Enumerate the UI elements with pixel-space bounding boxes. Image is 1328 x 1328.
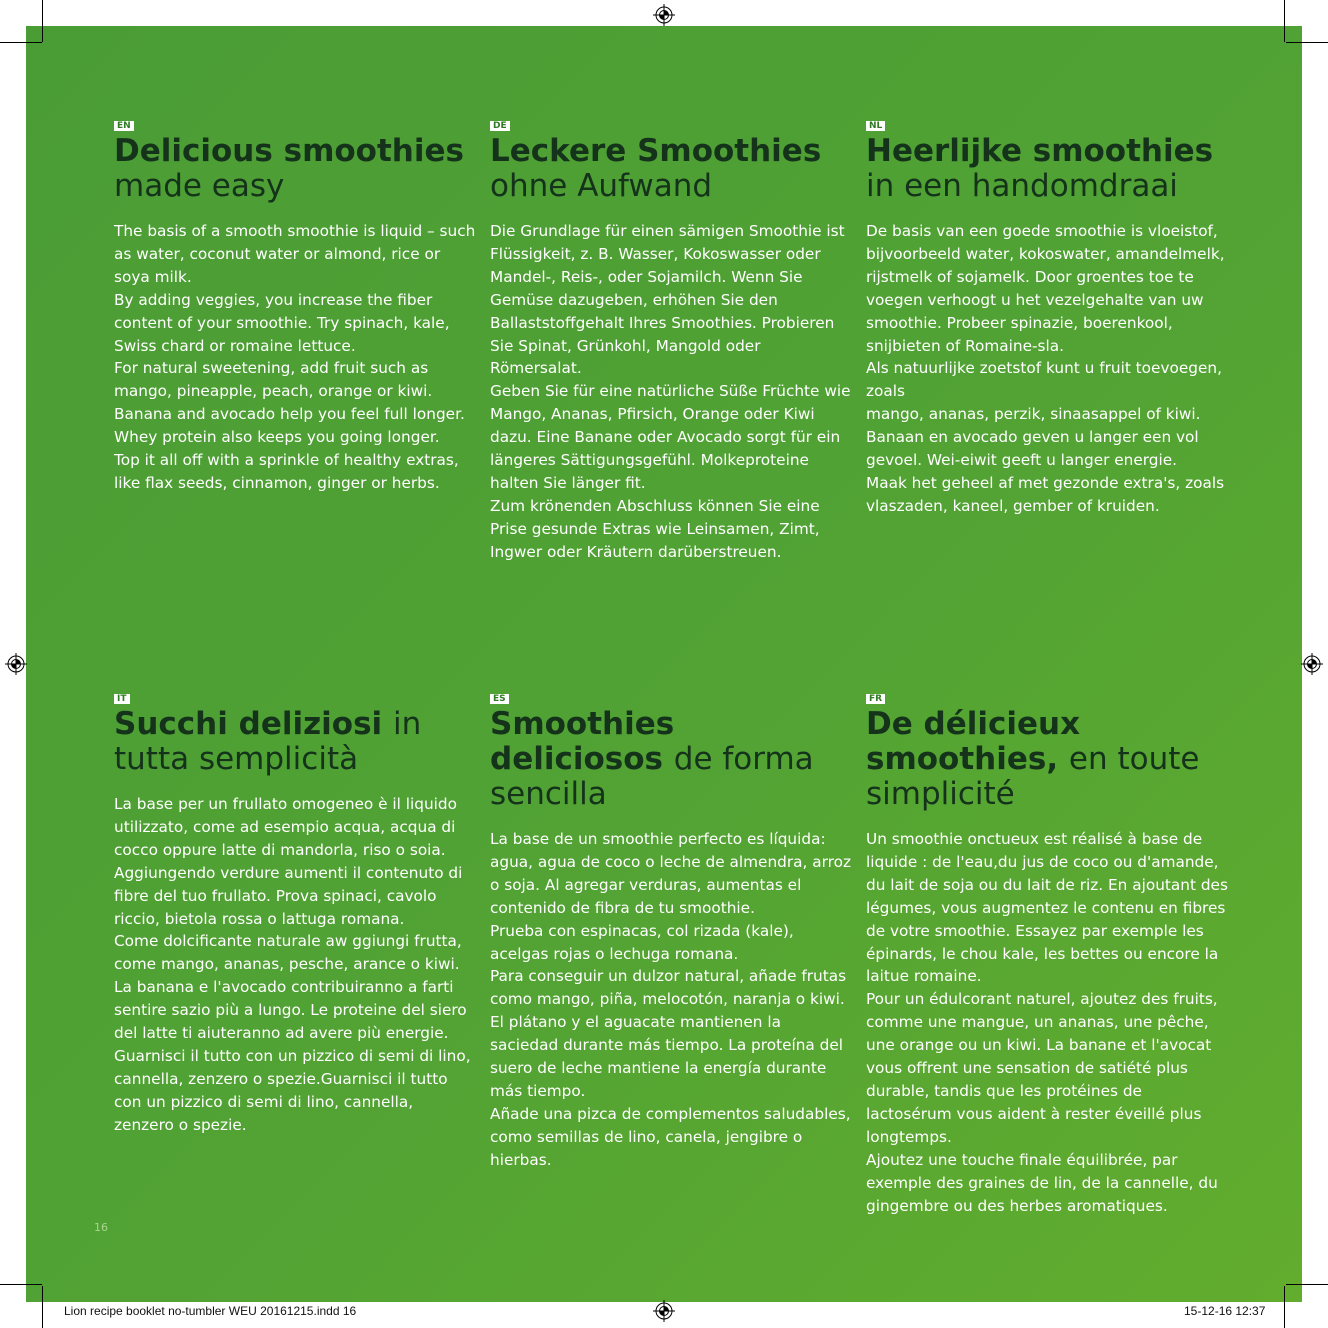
paragraph: Prueba con espinacas, col rizada (kale), acelgas rojas o lechuga romana. [490,921,794,963]
section-nl-title-bold: Heerlijke smoothies [866,133,1214,169]
language-badge-it: IT [114,694,130,704]
language-badge-de: DE [490,121,510,131]
section-en-title [114,134,476,204]
paragraph: La base de un smoothie perfecto es líquida: agua, agua de coco o leche de almendra, arroz o soja. Al agregar verduras, aumentas el contenido de fibra de tu smoothie. [490,830,851,917]
language-badge-en: EN [114,121,134,131]
paragraph: Para conseguir un dulzor natural, añade frutas como mango, piña, melocotón, naranja o kiwi. El plátano y el aguacate mantienen la saciedad durante más tiempo. La proteína del suero de leche mantiene la energía durante más tiempo. [490,967,847,1100]
section-nl-title [866,134,1228,204]
registration-mark-icon [653,1300,675,1322]
paragraph: De basis van een goede smoothie is vloeistof, bijvoorbeeld water, kokoswater, amandelmelk, rijstmelk of sojamelk. Door groentes toe te voegen verhoogt u het vezelgehalte van uw smoothie. Probeer spinazie, boerenkool, snijbieten of Romaine-sla. [866,222,1225,355]
crop-mark [0,1284,42,1285]
crop-mark [42,1286,43,1328]
section-de-title-light: ohne Aufwand [490,168,713,204]
paragraph: Geben Sie für eine natürliche Süße Früchte wie Mango, Ananas, Pfirsich, Orange oder Kiwi dazu. Eine Banane oder Avocado sorgt für ein längeres Sättigungsgefühl. Molkeproteine halten Sie länger fit. [490,382,851,492]
section-de [490,113,852,564]
paragraph: Top it all off with a sprinkle of healthy extras, like flax seeds, cinnamon, ginger or herbs. [114,451,459,492]
paragraph: La base per un frullato omogeneo è il liquido utilizzato, come ad esempio acqua, acqua di cocco oppure latte di mandorla, riso o soia. Aggiungendo verdure aumenti il contenuto di fibre del tuo frullato. Prova spinaci, cavolo riccio, bietola rossa o lattuga romana. [114,795,463,928]
crop-mark [0,42,42,43]
paragraph: Come dolcificante naturale aw ggiungi frutta, come mango, ananas, pesche, arance o kiwi. La banana e l'avocado contribuiranno a farti sentire sazio più a lungo. Le proteine del siero del latte ti aiuteranno ad avere più energie. Guarnisci il tutto con un pizzico di semi di lino, cannella, zenzero o spezie.Guarnisci il tutto con un pizzico di semi di lino, cannella, zenzero o spezie. [114,932,471,1134]
green-page [26,26,1302,1302]
section-it [114,686,476,1137]
section-en-title-light: made easy [114,168,285,204]
section-fr-title-light: en toute simplicité [866,741,1200,812]
page-number: 16 [94,1221,108,1234]
section-it-title-light: in tutta semplicità [114,706,422,777]
section-nl-title-light: in een handomdraai [866,168,1178,204]
registration-mark-icon [5,653,27,675]
paragraph: Ajoutez une touche finale équilibrée, par exemple des graines de lin, de la cannelle, du gingembre ou des herbes aromatiques. [866,1150,1218,1215]
section-de-title [490,134,852,204]
slug-file-info: Lion recipe booklet no-tumbler WEU 20161215.indd 16 [64,1304,357,1318]
section-de-title-bold: Leckere Smoothies [490,133,822,169]
section-es-title [490,707,852,812]
language-badge-nl: NL [866,121,885,131]
section-fr [866,686,1228,1217]
section-es-title-light: de forma sencilla [490,741,814,812]
section-fr-title-bold: De délicieux smoothies, [866,706,1081,777]
paragraph: Als natuurlijke zoetstof kunt u fruit toevoegen, zoals [866,359,1222,401]
section-de-body [490,220,852,564]
section-fr-title [866,707,1228,812]
crop-mark [1284,1286,1285,1328]
slug-datetime: 15-12-16 12:37 [1184,1304,1266,1318]
paragraph: The basis of a smooth smoothie is liquid – such as water, coconut water or almond, rice or soya milk. [114,222,476,286]
paragraph: Maak het geheel af met gezonde extra's, zoals vlaszaden, kaneel, gember of kruiden. [866,473,1225,515]
registration-mark-icon [1301,653,1323,675]
section-fr-body [866,828,1228,1217]
crop-mark [42,0,43,42]
paragraph: By adding veggies, you increase the fiber content of your smoothie. Try spinach, kale, Swiss chard or romaine lettuce. [114,290,450,355]
paragraph: Un smoothie onctueux est réalisé à base de liquide : de l'eau,du jus de coco ou d'amande, du lait de soja ou du lait de riz. En ajoutant des légumes, vous augmentez le contenu en fibres de votre smoothie. Essayez par exemple les épinards, le chou kale, les bettes ou encore la laitue romaine. [866,830,1228,986]
crop-mark [1286,42,1328,43]
registration-mark-icon [653,4,675,26]
paragraph: mango, ananas, perzik, sinaasappel of kiwi. Banaan en avocado geven u langer een vol gevoel. Wei-eiwit geeft u langer energie. [866,405,1201,470]
crop-mark [1286,1284,1328,1285]
section-es-title-bold: Smoothies deliciosos [490,706,675,777]
language-badge-fr: FR [866,694,885,704]
section-it-body [114,793,476,1137]
crop-mark [1284,0,1285,42]
paragraph: Añade una pizca de complementos saludables, como semillas de lino, canela, jengibre o hierbas. [490,1104,851,1169]
paragraph: For natural sweetening, add fruit such as mango, pineapple, peach, orange or kiwi. Banana and avocado help you feel full longer. Whey protein also keeps you going longer. [114,359,465,447]
section-es [490,686,852,1172]
section-en-body [114,220,476,495]
section-en [114,113,476,495]
section-en-title-bold: Delicious smoothies [114,133,464,169]
paragraph: Die Grundlage für einen sämigen Smoothie ist Flüssigkeit, z. B. Wasser, Kokoswasser oder Mandel-, Reis-, oder Sojamilch. Wenn Sie Gemüse dazugeben, erhöhen Sie den Ballaststoffgehalt Ihres Smoothies. Probieren Sie Spinat, Grünkohl, Mangold oder Römersalat. [490,222,845,378]
section-nl [866,113,1228,518]
section-it-title [114,707,476,777]
paragraph: Pour un édulcorant naturel, ajoutez des fruits, comme une mangue, un ananas, une pêche, une orange ou un kiwi. La banane et l'avocat vous offrent une sensation de satiété plus durable, tandis que les protéines de lactosérum vous aident à rester éveillé plus longtemps. [866,990,1218,1146]
section-es-body [490,828,852,1172]
section-nl-body [866,220,1228,518]
language-badge-es: ES [490,694,509,704]
paragraph: Zum krönenden Abschluss können Sie eine Prise gesunde Extras wie Leinsamen, Zimt, Ingwer oder Kräutern darüberstreuen. [490,496,820,561]
section-it-title-bold: Succhi deliziosi [114,706,383,742]
